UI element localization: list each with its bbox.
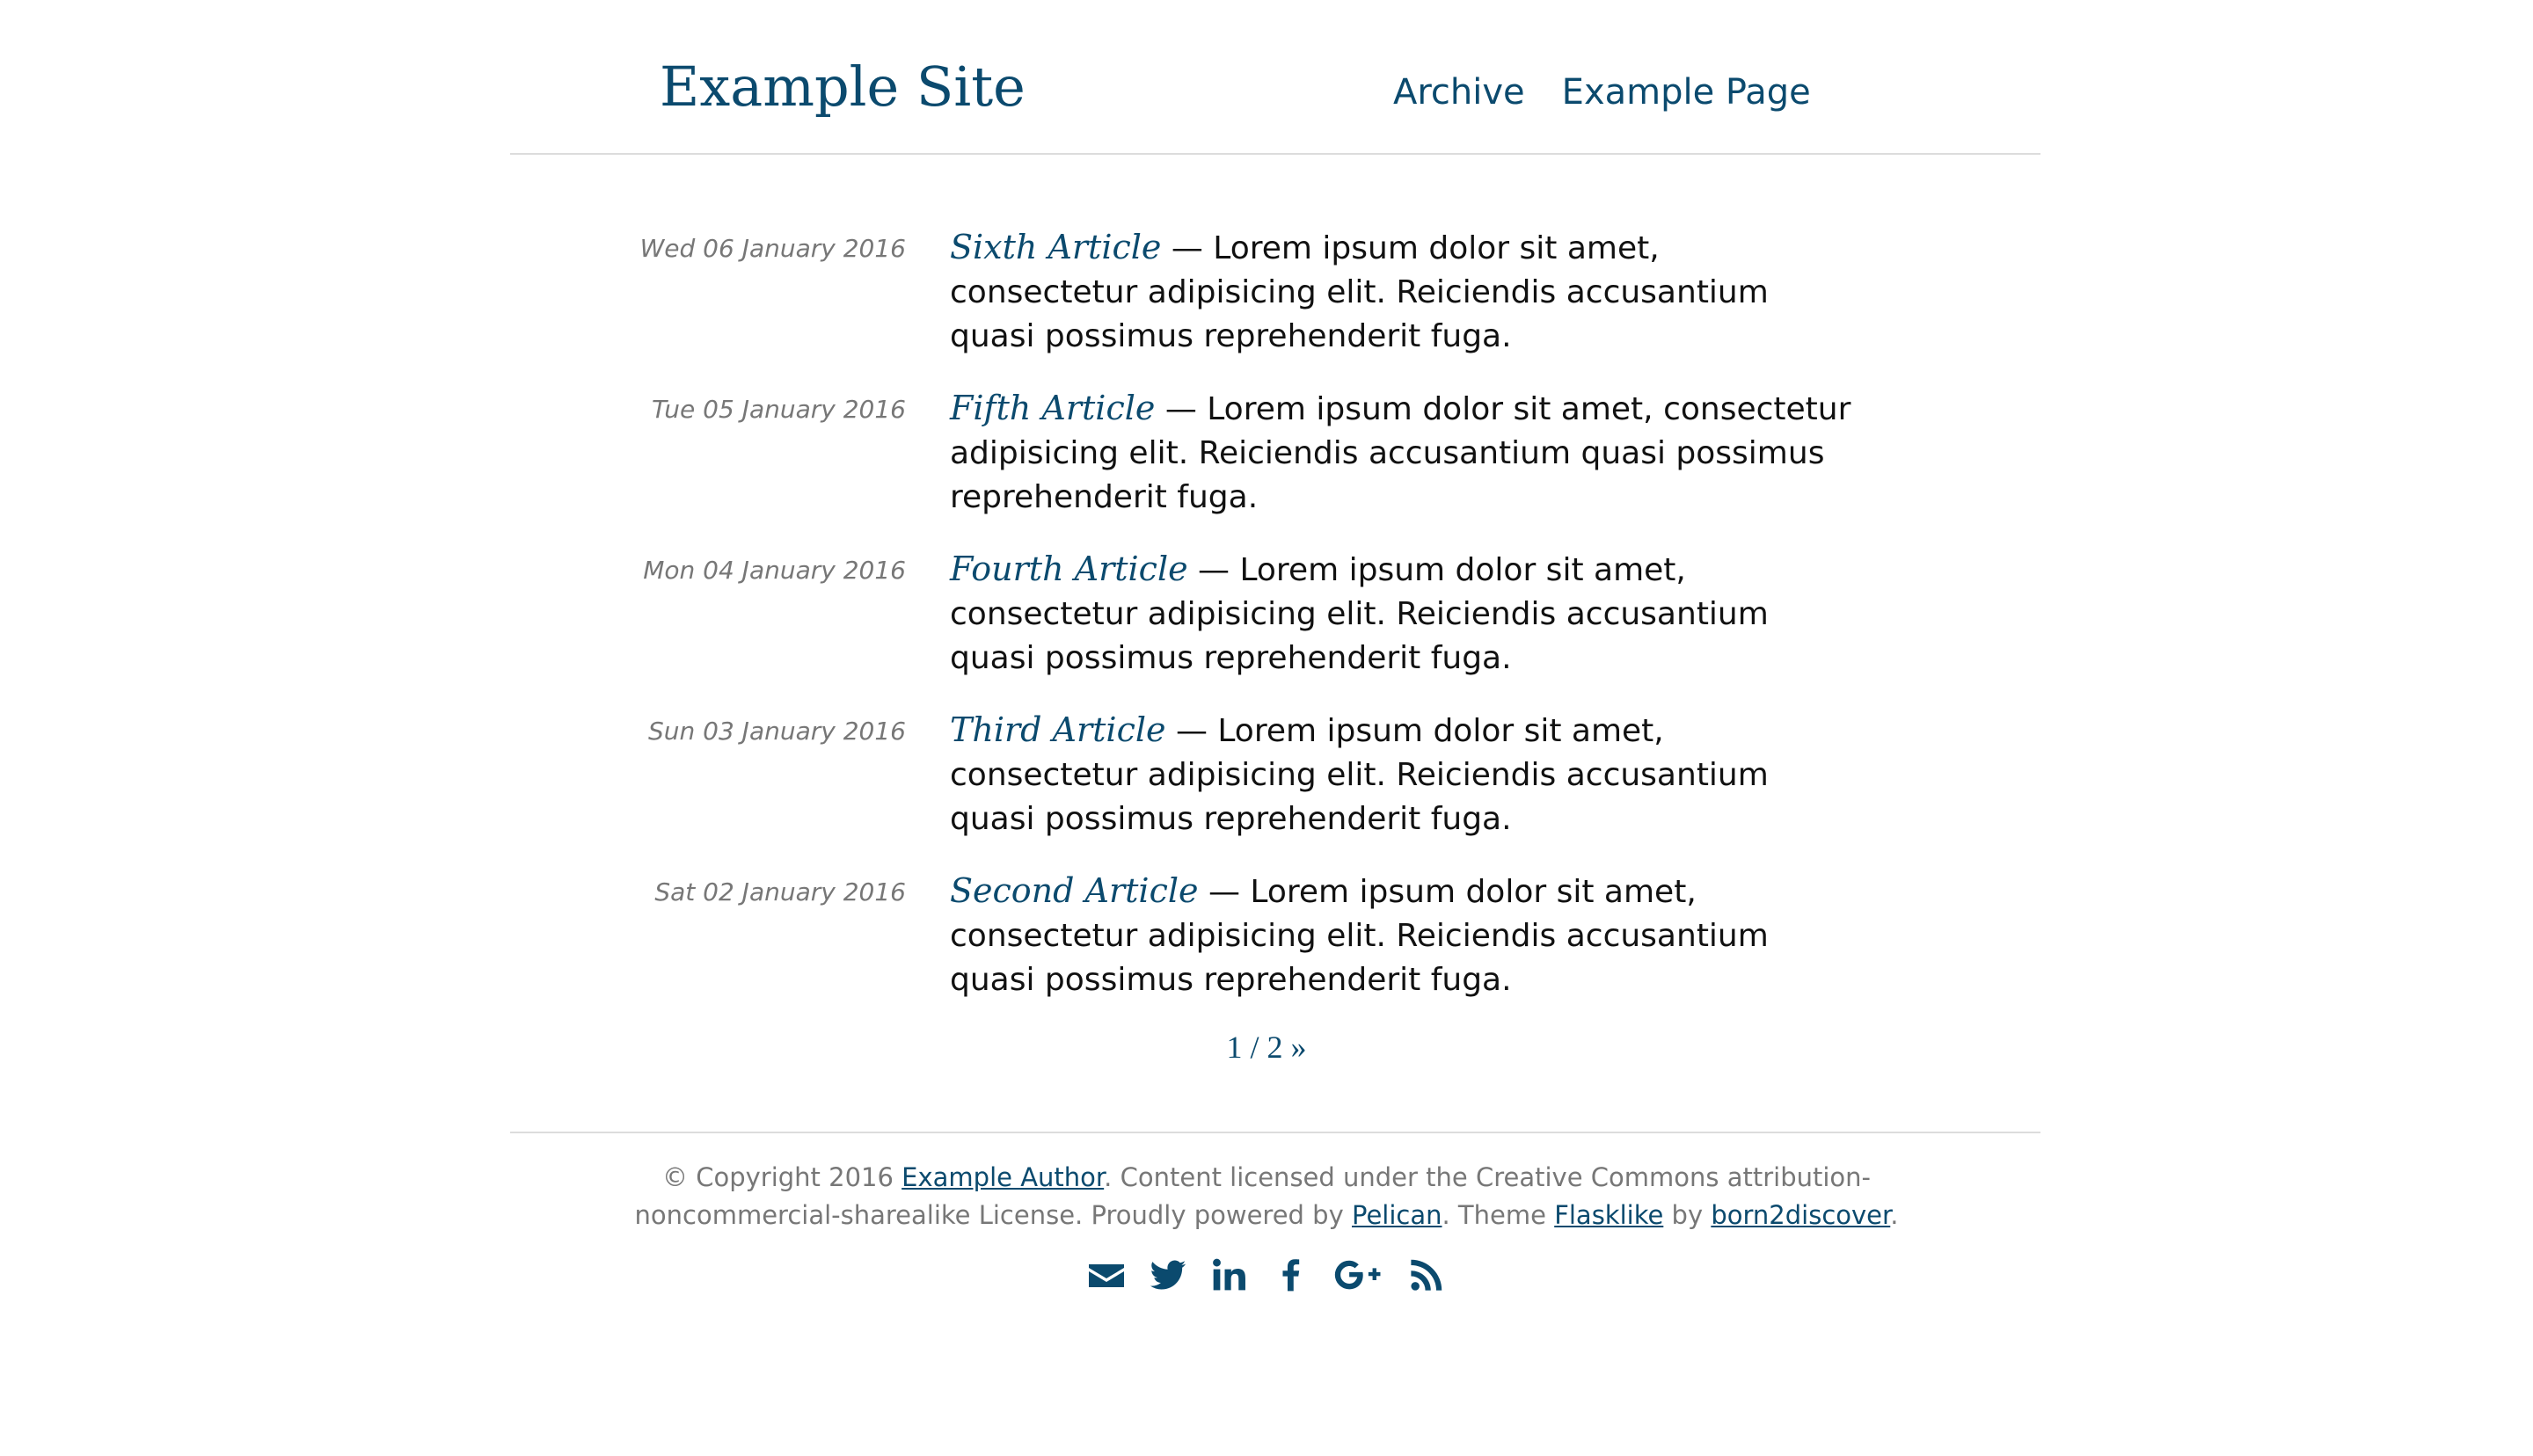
article-entry bbox=[950, 708, 1856, 841]
envelope-icon[interactable] bbox=[1087, 1256, 1126, 1294]
theme-author-link[interactable]: born2discover bbox=[1711, 1200, 1891, 1230]
article-date: Tue 05 January 2016 bbox=[652, 395, 906, 424]
facebook-icon[interactable] bbox=[1272, 1256, 1310, 1294]
article-summary: — Lorem ipsum dolor sit amet, consectetur adipisicing elit. Reiciendis accusantium quasi possimus reprehenderit fuga. bbox=[950, 713, 1769, 837]
pagination-next-link[interactable]: » bbox=[1290, 1030, 1307, 1065]
article-date: Mon 04 January 2016 bbox=[643, 556, 906, 585]
pagination bbox=[0, 1029, 2533, 1066]
article-item bbox=[0, 225, 2533, 386]
article-list bbox=[0, 225, 2533, 1030]
social-links bbox=[0, 1256, 2533, 1294]
article-title-link[interactable]: Sixth Article bbox=[950, 228, 1162, 266]
header-divider bbox=[510, 153, 2040, 155]
main-nav bbox=[1393, 72, 1811, 113]
article-date: Sat 02 January 2016 bbox=[654, 877, 906, 906]
theme-link[interactable]: Flasklike bbox=[1554, 1200, 1664, 1230]
article-title-link[interactable]: Fourth Article bbox=[950, 550, 1188, 588]
nav-item-example-page[interactable]: Example Page bbox=[1561, 72, 1811, 113]
article-item bbox=[0, 869, 2533, 1030]
theme-text: . Theme bbox=[1442, 1200, 1555, 1230]
site-title[interactable]: Example Site bbox=[660, 55, 1026, 119]
article-item bbox=[0, 386, 2533, 547]
pelican-link[interactable]: Pelican bbox=[1351, 1200, 1442, 1230]
nav-item-archive[interactable]: Archive bbox=[1393, 72, 1525, 113]
article-date: Sun 03 January 2016 bbox=[647, 717, 906, 746]
article-summary: — Lorem ipsum dolor sit amet, consectetur adipisicing elit. Reiciendis accusantium quasi possimus reprehenderit fuga. bbox=[950, 230, 1769, 354]
article-title-link[interactable]: Second Article bbox=[950, 871, 1199, 910]
license-text: . Content licensed under the Creative Commons attribution-noncommercial-sharealike License. Proudly powered by bbox=[634, 1162, 1872, 1230]
article-entry bbox=[950, 869, 1856, 1002]
article-entry bbox=[950, 386, 1856, 520]
article-item bbox=[0, 708, 2533, 869]
article-summary: — Lorem ipsum dolor sit amet, consectetur adipisicing elit. Reiciendis accusantium quasi possimus reprehenderit fuga. bbox=[950, 391, 1851, 515]
article-item bbox=[0, 547, 2533, 708]
copyright-prefix: © Copyright 2016 bbox=[661, 1162, 902, 1192]
by-text: by bbox=[1663, 1200, 1712, 1230]
rss-icon[interactable] bbox=[1407, 1256, 1446, 1294]
article-summary: — Lorem ipsum dolor sit amet, consectetur adipisicing elit. Reiciendis accusantium quasi possimus reprehenderit fuga. bbox=[950, 874, 1769, 998]
article-entry bbox=[950, 225, 1856, 359]
article-title-link[interactable]: Third Article bbox=[950, 710, 1166, 749]
footer-divider bbox=[510, 1132, 2040, 1133]
twitter-icon[interactable] bbox=[1149, 1256, 1187, 1294]
author-link[interactable]: Example Author bbox=[902, 1162, 1105, 1192]
article-date: Wed 06 January 2016 bbox=[639, 234, 906, 263]
footer-copyright bbox=[607, 1159, 1926, 1234]
footer-end: . bbox=[1890, 1200, 1899, 1230]
linkedin-icon[interactable] bbox=[1210, 1256, 1249, 1294]
google-plus-icon[interactable] bbox=[1333, 1256, 1384, 1294]
article-entry bbox=[950, 547, 1856, 681]
article-title-link[interactable]: Fifth Article bbox=[950, 389, 1156, 427]
article-summary: — Lorem ipsum dolor sit amet, consectetur adipisicing elit. Reiciendis accusantium quasi possimus reprehenderit fuga. bbox=[950, 552, 1769, 676]
pagination-current: 1 / 2 bbox=[1226, 1030, 1283, 1065]
